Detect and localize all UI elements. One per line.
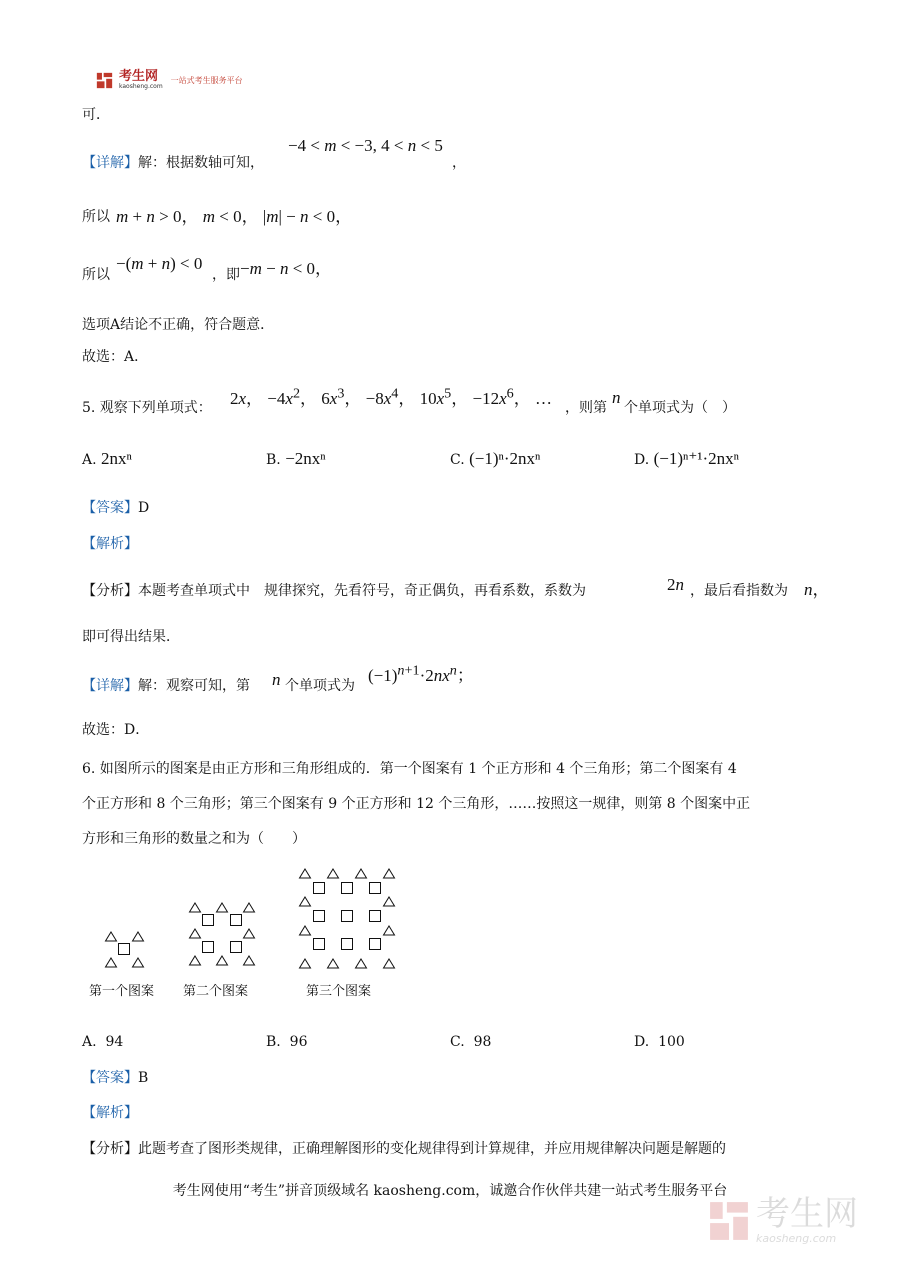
q5-detail-line: 【详解】解：观察可知，第 [82,678,250,694]
q5-stem-lead: 5. 观察下列单项式： [82,400,212,416]
q5-fenxi-text2: ，最后看指数为 [690,583,788,599]
q4-l3-mid: ，即 [212,267,240,283]
q5-option-a[interactable]: A. 2nxⁿ [82,449,132,468]
q6-stem-line1: 6. 如图所示的图案是由正方形和三角形组成的．第一个图案有 1 个正方形和 4 个三角形；第二个图案有 4 [82,761,737,777]
watermark-logo [708,1196,858,1245]
q5-option-c[interactable]: C. (−1)ⁿ·2nxⁿ [450,449,541,468]
q5-stem-tail2: 个单项式为（ ） [624,400,736,416]
q4-l2-math: m + n > 0， m < 0， |m| − n < 0， [116,207,353,226]
q4-line-2 [82,206,110,226]
q5-fenxi-2n: 2n [667,575,684,594]
q4-l3-math-a: −(m + n) < 0 [116,254,203,273]
q4-detail-tag: 【详解】 [82,155,138,171]
q6-stem-line3: 方形和三角形的数量之和为（ ） [82,831,306,847]
site-logo [96,70,243,90]
q6-option-a[interactable]: A. 94 [82,1034,124,1050]
logo-slogan: 一站式考生服务平台 [170,75,243,85]
q5-fenxi-line: 【分析】本题考查单项式中 规律探究，先看符号，奇正偶负，再看系数，系数为 [82,583,586,599]
q5-stem-tail1: ，则第 [565,400,607,416]
q4-detail-line [82,152,264,172]
q4-l3-math-b: −m − n < 0， [240,259,333,278]
q5-option-d[interactable]: D. (−1)ⁿ⁺¹·2nxⁿ [634,449,739,468]
q4-conclusion: 故选：A． [82,349,149,365]
pattern-2 [190,903,255,965]
q5-n-symbol: n [612,388,621,407]
logo-mark-icon [96,72,113,89]
footer-text: 考生网使用“考生”拼音顶级域名 kaosheng.com，诚邀合作伙伴共建一站式考生服务平台 [172,1183,728,1199]
watermark-mark-icon [708,1200,750,1242]
watermark-domain: kaosheng.com [756,1232,837,1245]
q5-detail-formula: $(-1)^{n+1}\cdot 2nx^n$； [368,662,474,685]
q6-pattern-figure [80,860,420,980]
q5-fenxi-n: n， [804,580,830,599]
q6-option-b[interactable]: B. 96 [266,1034,308,1050]
q4-l2-lead: 所以 [82,209,110,225]
q5-analysis-tag: 【解析】 [82,536,138,552]
q5-detail-n: n [272,670,281,689]
q4-detail-text: 解：根据数轴可知， [138,155,264,171]
pattern-3 [300,869,395,968]
q6-stem-line2: 个正方形和 8 个三角形；第三个图案有 9 个正方形和 12 个三角形，……按照这一规律，则第 8 个图案中正 [82,796,751,812]
q6-caption-2: 第二个图案 [183,984,249,999]
q5-monomial-sequence: 2x， $-4x^2$， $6x^3$， $-8x^4$， $10x^5$， $-12x^6$， … [230,385,552,408]
q4-inequality-range: −4 < m < −3, 4 < n < 5 [288,136,443,155]
q6-fenxi-line: 【分析】此题考查了图形类规律，正确理解图形的变化规律得到计算规律，并应用规律解决问题是解题的 [82,1141,726,1157]
q5-conclusion: 故选：D． [82,722,150,738]
logo-domain: kaosheng.com [119,83,163,90]
logo-site-name: 考生网 [119,69,159,84]
q4-l3-lead: 所以 [82,267,110,283]
q5-fenxi-text3: 即可得出结果． [82,629,180,645]
watermark-text: 考生网 [756,1194,858,1234]
q4-line-0: 可． [82,107,110,123]
q5-answer: 【答案】D [82,500,150,516]
q6-option-d[interactable]: D. 100 [634,1034,685,1050]
q6-option-c[interactable]: C. 98 [450,1034,492,1050]
pattern-1 [106,932,144,967]
q6-caption-3: 第三个图案 [306,984,372,999]
q5-detail-text2: 个单项式为 [285,678,355,694]
q6-analysis-tag: 【解析】 [82,1105,138,1121]
q4-comma: ， [452,155,466,171]
q5-option-b[interactable]: B. −2nxⁿ [266,449,326,468]
q6-answer: 【答案】B [82,1070,149,1086]
q6-caption-1: 第一个图案 [89,984,155,999]
q4-line-4: 选项A结论不正确，符合题意． [82,317,275,333]
